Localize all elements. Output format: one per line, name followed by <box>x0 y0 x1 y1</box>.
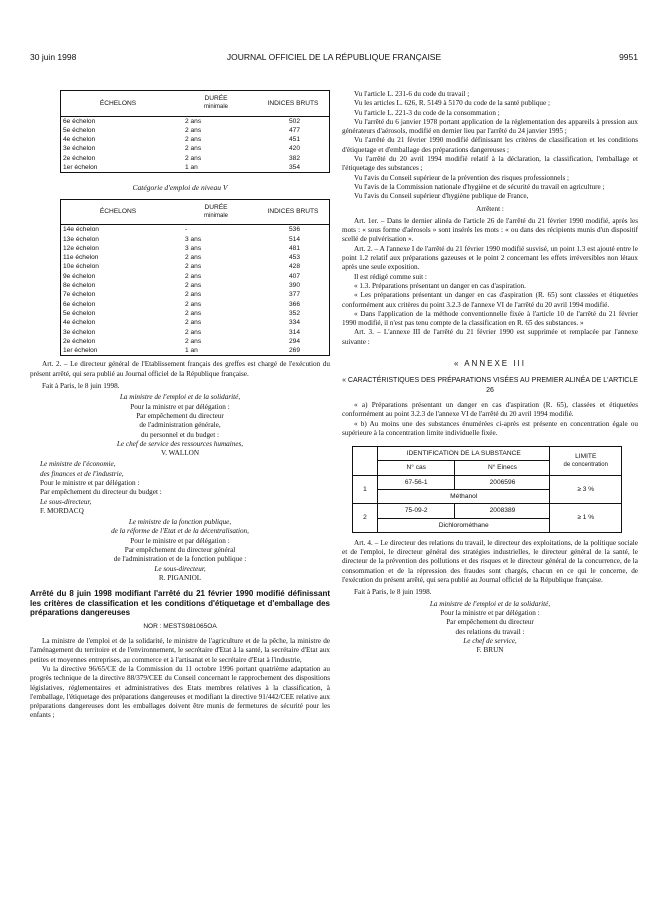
index-cell: 453 <box>289 254 301 262</box>
table-row <box>61 300 330 309</box>
vu-item: Vu l'article L. 221-3 du code de la consommation ; <box>354 108 500 117</box>
vu-item: Vu l'avis du Conseil supérieur de la prévention des risques professionnels ; <box>354 173 570 182</box>
vu-item: Vu l'avis de la Commission nationale d'hygiène et de sécurité du travail en agriculture ; <box>354 182 605 191</box>
limit-cell: ≥ 1 % <box>550 504 622 533</box>
echelon-cell: 9e échelon <box>63 272 96 280</box>
signature-block-3: Le ministre de la fonction publique, de la réforme de l'Etat et de la décentralisation, Pour le ministre et par délégation : Par empêchement du directeur général de l'administration et de la fonction publique : Le sous-directeur, R. PIGANIOL <box>111 518 249 582</box>
paragraph-directive: Vu la directive 96/65/CE de la Commission du 11 octobre 1996 portant quatrième adaptation au progrès technique de la directive 88/379/CEE du Conseil concernant le rapprochement des dispositions législatives, réglementaires et administratives des Etats membres relatives à la classification, à l'emballage, l'étiquetage des préparations dangereuses et modifiant la directive 91/442/CEE relative aux préparations dangereuses dont les emballages doivent être munis de fermetures de sécurité pour les enfants ; <box>30 664 330 720</box>
index-cell: 366 <box>289 300 301 308</box>
duration-cell: 2 ans <box>185 263 202 271</box>
echelon-cell: 3e échelon <box>63 145 96 153</box>
echelon-cell: 12e échelon <box>63 244 99 252</box>
duration-cell: 2 ans <box>185 319 202 327</box>
index-cell: 314 <box>289 328 301 336</box>
echelon-cell: 5e échelon <box>63 126 96 134</box>
col-header-indices: INDICES BRUTS <box>257 199 330 225</box>
index-cell: 352 <box>289 309 301 317</box>
table-row <box>61 135 330 144</box>
echelon-cell: 11e échelon <box>63 254 99 262</box>
annex-paragraph-b: « b) Au moins une des substances énumérées ci-après est présente en concentration égale ou supérieure à la concentration limite individuelle fixée. <box>342 419 638 437</box>
limit-cell: ≥ 3 % <box>550 475 622 504</box>
index-cell: 477 <box>289 126 301 134</box>
table-row <box>61 346 330 356</box>
article-2-line-c: « 1.3. Préparations présentant un danger en cas d'aspiration. <box>354 281 526 290</box>
table-row <box>353 504 622 518</box>
index-cell: 514 <box>289 235 301 243</box>
table-row <box>61 126 330 135</box>
table-row <box>61 309 330 318</box>
article-4: Art. 4. – Le directeur des relations du travail, le directeur des exploitations, de la politique sociale et de l'emploi, le directeur général des stratégies industrielles, le directeur général de la santé, le directeur de la prévention des pollutions et des risques et le directeur général de la concurrence, de la consommation et de la répression des fraudes sont chargés, chacun en ce qui le concerne, de l'exécution du présent arrêté, qui sera publié au Journal officiel de la République française. <box>342 538 638 585</box>
table-row <box>61 290 330 299</box>
article-2-line-e: « Dans l'application de la méthode conventionnelle fixée à l'article 10 de l'arrêté du 21 février 1990 modifié, il n'est pas tenu compte de la classification en R. 65 des substances. » <box>342 309 638 328</box>
duration-cell: 2 ans <box>185 337 202 345</box>
table-row <box>61 253 330 262</box>
signature-block-right: La ministre de l'emploi et de la solidarité, Pour la ministre et par délégation : Par empêchement du directeur des relations du travail : Le chef de service, F. BRUN <box>429 599 551 655</box>
vu-list <box>342 90 638 202</box>
category-title: Catégorie d'emploi de niveau V <box>132 183 228 193</box>
index-cell: 294 <box>289 337 301 345</box>
echelon-cell: 3e échelon <box>63 328 96 336</box>
left-column <box>30 90 330 721</box>
table-row <box>61 116 330 126</box>
echelon-cell: 14e échelon <box>63 226 99 234</box>
duration-cell: 2 ans <box>185 272 202 280</box>
echelon-cell: 13e échelon <box>63 235 99 243</box>
duration-cell: 3 ans <box>185 235 202 243</box>
echelon-cell: 8e échelon <box>63 282 96 290</box>
vu-item: Vu l'article L. 231-6 du code du travail ; <box>354 90 470 98</box>
echelon-cell: 2e échelon <box>63 154 96 162</box>
index-cell: 390 <box>289 282 301 290</box>
echelon-cell: 1er échelon <box>63 164 98 172</box>
duration-cell: - <box>185 226 188 234</box>
duration-cell: 2 ans <box>185 117 202 125</box>
table-row <box>61 318 330 327</box>
grade-table-2 <box>60 199 330 357</box>
duration-cell: 1 an <box>185 164 198 172</box>
index-cell: 269 <box>289 347 301 355</box>
table-row <box>61 163 330 173</box>
echelon-cell: 6e échelon <box>63 300 96 308</box>
signature-block-2: Le ministre de l'économie, des finances et de l'industrie, Pour le ministre et par délégation : Par empêchement du directeur du budget : Le sous-directeur, F. MORDACQ <box>40 460 162 515</box>
index-cell: 451 <box>289 136 301 144</box>
arretent-heading: Arrêtent : <box>476 204 504 213</box>
article-2-line-d: « Les préparations présentant un danger en cas d'aspiration (R. 65) sont classées et étiquetées conformément aux critères du point 3.2.3 de l'annexe VI de l'arrêté du 20 avril 1994 modifié. <box>342 291 638 309</box>
vu-item: Vu l'arrêté du 6 janvier 1978 portant application de la réglementation des appareils à pression aux générateurs d'aérosols, modifié en dernier lieu par l'arrêté du 24 janvier 1995 ; <box>342 117 638 136</box>
cas-cell: 67-56-1 <box>378 475 455 489</box>
article-2-line-b: Il est rédigé comme suit : <box>354 272 427 281</box>
index-cell: 407 <box>289 272 301 280</box>
einecs-cell: 2008389 <box>455 504 550 518</box>
table-row <box>61 225 330 235</box>
annex-title: « CARACTÉRISTIQUES DES PRÉPARATIONS VISÉES AU PREMIER ALINÉA DE L'ARTICLE 26 <box>342 377 638 394</box>
col-header-duree: DURÉE minimale <box>175 199 257 225</box>
col-header-identification: IDENTIFICATION DE LA SUBSTANCE <box>378 447 550 461</box>
duration-cell: 2 ans <box>185 282 202 290</box>
vu-item: Vu l'avis du Conseil supérieur d'hygiène publique de France, <box>354 192 529 201</box>
index-cell: 420 <box>289 145 301 153</box>
col-header-echelons: ÉCHELONS <box>61 199 176 225</box>
annex-heading: « ANNEXE III <box>453 359 527 369</box>
table-row <box>61 337 330 346</box>
article-3: Art. 3. – L'annexe III de l'arrêté du 21 février 1990 est supprimée et remplacée par l'annexe suivante : <box>342 328 638 346</box>
cas-cell: 75-09-2 <box>378 504 455 518</box>
echelon-cell: 4e échelon <box>63 136 96 144</box>
col-header-einecs: N° Einecs <box>455 461 550 475</box>
duration-cell: 2 ans <box>185 300 202 308</box>
vu-item: Vu l'arrêté du 21 février 1990 modifié définissant les critères de classification et les conditions d'étiquetage et d'emballage des préparations dangereuses ; <box>342 136 638 154</box>
col-header-duree: DURÉE minimale <box>175 91 257 117</box>
index-cell: 502 <box>289 117 301 125</box>
vu-item: Vu l'arrêté du 20 avril 1994 modifié relatif à la déclaration, la classification, l'emballage et l'étiquetage des substances ; <box>342 155 638 173</box>
echelon-cell: 4e échelon <box>63 319 96 327</box>
substance-name-cell: Méthanol <box>378 489 550 503</box>
echelon-cell: 10e échelon <box>63 263 99 271</box>
col-header-limit: LIMITE de concentration <box>550 447 622 476</box>
duration-cell: 2 ans <box>185 154 202 162</box>
echelon-cell: 1er échelon <box>63 347 98 355</box>
col-header-echelons: ÉCHELONS <box>61 91 176 117</box>
table-row <box>61 328 330 337</box>
table-row <box>61 154 330 163</box>
arrete-title: Arrêté du 8 juin 1998 modifiant l'arrêté du 21 février 1990 modifié définissant les critères de classification et les conditions d'étiquetage et d'emballage des préparations dangereuses <box>30 589 330 618</box>
article-1: Art. 1er. – Dans le dernier alinéa de l'article 26 de l'arrêté du 21 février 1990 modifié, après les mots : « sous forme d'aérosols » sont insérés les mots : « ou dans des récipients munis d'un dispositif scellé de pulvérisation ». <box>342 216 638 244</box>
article-2-left: Art. 2. – Le directeur général de l'Etablissement français des greffes est chargé de l'exécution du présent arrêté, qui sera publié au Journal officiel de la République française. <box>30 360 330 378</box>
echelon-cell: 6e échelon <box>63 117 96 125</box>
substance-name-cell: Dichlorométhane <box>378 518 550 532</box>
substance-table <box>352 446 622 533</box>
index-cell: 334 <box>289 319 301 327</box>
row-number-cell: 2 <box>353 504 378 533</box>
right-column <box>342 90 638 655</box>
index-cell: 354 <box>289 164 301 172</box>
table-row <box>61 235 330 244</box>
duration-cell: 1 an <box>185 347 198 355</box>
duration-cell: 2 ans <box>185 328 202 336</box>
duration-cell: 2 ans <box>185 254 202 262</box>
row-number-cell: 1 <box>353 475 378 504</box>
echelon-cell: 2e échelon <box>63 337 96 345</box>
table-row <box>61 281 330 290</box>
signature-block-1: La ministre de l'emploi et de la solidarité, Pour la ministre et par délégation : Par empêchement du directeur de l'administration générale, du personnel et du budget : Le chef de service des ressources humaines, V. WALLON <box>116 393 244 458</box>
article-2: Art. 2. – A l'annexe I de l'arrêté du 21 février 1990 modifié susvisé, un point 1.3 est ajouté entre le point 1.2 relatif aux préparations gazeuses et le point 2 concernant les effets irréversibles non létaux après une seule exposition. <box>342 244 638 272</box>
table-row <box>61 144 330 153</box>
duration-cell: 3 ans <box>185 244 202 252</box>
table-row <box>61 244 330 253</box>
table-row <box>61 272 330 281</box>
vu-item: Vu les articles L. 626, R. 5149 à 5170 du code de la santé publique ; <box>354 99 550 108</box>
duration-cell: 2 ans <box>185 126 202 134</box>
index-cell: 428 <box>289 263 301 271</box>
index-cell: 481 <box>289 244 301 252</box>
nor-reference: NOR : MESTS981065OA <box>143 622 217 630</box>
annex-paragraph-a: « a) Préparations présentant un danger en cas d'aspiration (R. 65), classées et étiquetées conformément au point 3.2.3 de l'annexe VI de l'arrêté du 20 avril 1994 modifié. <box>342 400 638 419</box>
duration-cell: 2 ans <box>185 291 202 299</box>
index-cell: 382 <box>289 154 301 162</box>
duration-cell: 2 ans <box>185 145 202 153</box>
col-header-indices: INDICES BRUTS <box>257 91 330 117</box>
echelon-cell: 7e échelon <box>63 291 96 299</box>
fait-date-left: Fait à Paris, le 8 juin 1998. <box>42 382 120 391</box>
header-page-number: 9951 <box>619 52 638 62</box>
header-date: 30 juin 1998 <box>30 52 77 62</box>
header-title: JOURNAL OFFICIEL DE LA RÉPUBLIQUE FRANÇAISE <box>226 52 442 62</box>
duration-cell: 2 ans <box>185 309 202 317</box>
fait-date-right: Fait à Paris, le 8 juin 1998. <box>354 588 432 597</box>
index-cell: 377 <box>289 291 301 299</box>
duration-cell: 2 ans <box>185 136 202 144</box>
index-cell: 536 <box>289 226 301 234</box>
einecs-cell: 2006596 <box>455 475 550 489</box>
grade-table-1 <box>60 90 330 173</box>
col-header-cas: N° cas <box>378 461 455 475</box>
table-row <box>353 475 622 489</box>
paragraph-ministers: La ministre de l'emploi et de la solidarité, le ministre de l'agriculture et de la pêche, la ministre de l'aménagement du territoire et de l'environnement, le secrétaire d'Etat à la santé, la secrétaire d'Etat aux petites et moyennes entreprises, au commerce et à l'artisanat et le secrétaire d'Etat à l'industrie, <box>30 637 330 664</box>
echelon-cell: 5e échelon <box>63 309 96 317</box>
table-row <box>61 262 330 271</box>
